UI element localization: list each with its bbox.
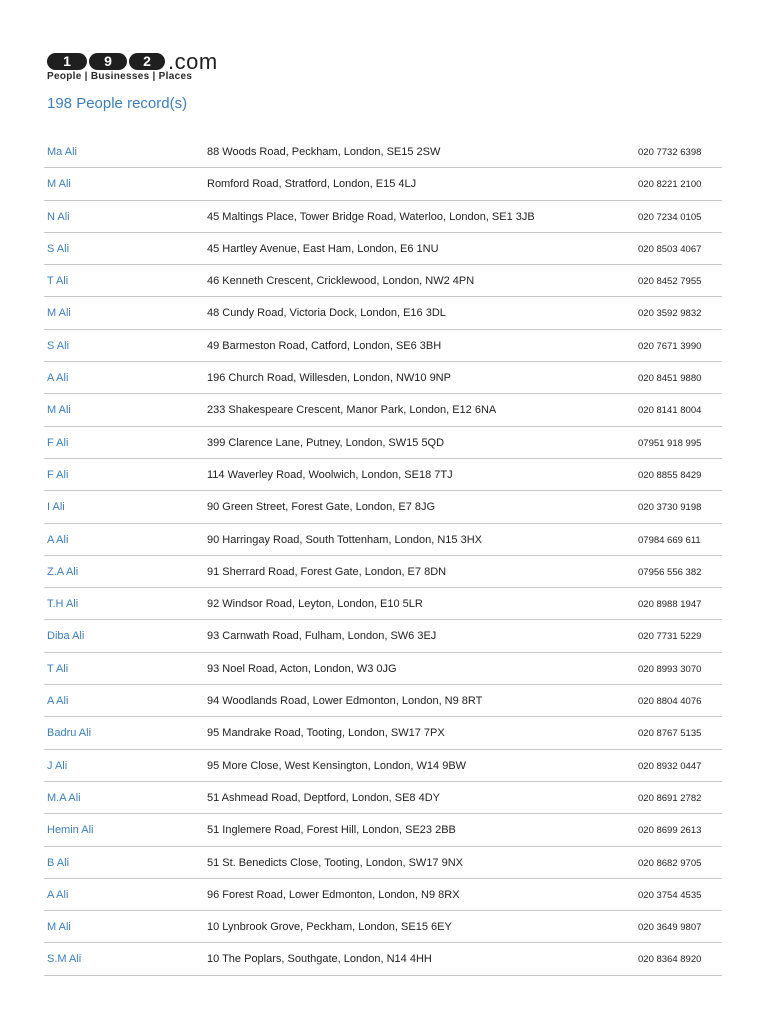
record-phone: 020 7234 0105 <box>638 211 702 223</box>
record-address: 10 The Poplars, Southgate, London, N14 4HH <box>207 953 432 966</box>
record-address: 51 Ashmead Road, Deptford, London, SE8 4DY <box>207 791 440 804</box>
record-address: 92 Windsor Road, Leyton, London, E10 5LR <box>207 598 423 611</box>
record-address: 49 Barmeston Road, Catford, London, SE6 3BH <box>207 339 442 352</box>
record-phone: 020 8452 7955 <box>638 276 702 288</box>
record-name-link[interactable]: A Ali <box>47 372 69 385</box>
record-name-link[interactable]: M Ali <box>47 921 71 934</box>
record-row <box>44 394 722 426</box>
record-row <box>44 653 722 685</box>
record-name-link[interactable]: M.A Ali <box>47 791 81 804</box>
record-address: 46 Kenneth Crescent, Cricklewood, London, NW2 4PN <box>207 275 475 288</box>
record-address: 114 Waverley Road, Woolwich, London, SE18 7TJ <box>207 468 453 481</box>
record-name-link[interactable]: N Ali <box>47 210 70 223</box>
record-row <box>44 168 722 200</box>
record-name-link[interactable]: J Ali <box>47 759 68 772</box>
record-row <box>44 201 722 233</box>
record-name-link[interactable]: A Ali <box>47 888 69 901</box>
record-phone: 020 8993 3070 <box>638 663 702 675</box>
results-heading: 198 People record(s) <box>47 95 188 112</box>
record-row <box>44 911 722 943</box>
record-address: 96 Forest Road, Lower Edmonton, London, N9 8RX <box>207 888 460 901</box>
logo-mark <box>47 49 247 74</box>
record-row <box>44 297 722 329</box>
record-phone: 020 8804 4076 <box>638 696 702 708</box>
record-phone: 020 3754 4535 <box>638 889 702 901</box>
record-row <box>44 750 722 782</box>
record-phone: 020 7731 5229 <box>638 631 702 643</box>
record-name-link[interactable]: Badru Ali <box>47 727 92 740</box>
record-phone: 020 8932 0447 <box>638 760 702 772</box>
record-address: Romford Road, Stratford, London, E15 4LJ <box>207 178 417 191</box>
record-name-link[interactable]: B Ali <box>47 856 70 869</box>
record-phone: 020 3649 9807 <box>638 922 702 934</box>
record-phone: 020 8682 9705 <box>638 857 702 869</box>
record-name-link[interactable]: A Ali <box>47 533 69 546</box>
record-name-link[interactable]: S Ali <box>47 339 70 352</box>
record-name-link[interactable]: M Ali <box>47 307 71 320</box>
record-address: 45 Hartley Avenue, East Ham, London, E6 1NU <box>207 242 439 255</box>
record-address: 90 Green Street, Forest Gate, London, E7 8JG <box>207 501 436 514</box>
record-name-link[interactable]: T Ali <box>47 662 69 675</box>
record-phone: 07956 556 382 <box>638 566 702 578</box>
record-address: 51 Inglemere Road, Forest Hill, London, SE23 2BB <box>207 824 456 837</box>
record-row <box>44 491 722 523</box>
record-name-link[interactable]: S Ali <box>47 242 70 255</box>
record-row <box>44 943 722 975</box>
record-name-link[interactable]: M Ali <box>47 178 71 191</box>
record-phone: 020 8855 8429 <box>638 469 702 481</box>
record-phone: 020 8767 5135 <box>638 728 702 740</box>
record-phone: 020 8221 2100 <box>638 179 702 191</box>
record-name-link[interactable]: F Ali <box>47 468 69 481</box>
site-logo[interactable] <box>47 49 247 86</box>
record-address: 93 Noel Road, Acton, London, W3 0JG <box>207 662 397 675</box>
record-row <box>44 459 722 491</box>
logo-digit: 1 <box>47 53 87 70</box>
record-phone: 020 3730 9198 <box>638 502 702 514</box>
record-phone: 020 8141 8004 <box>638 405 702 417</box>
record-name-link[interactable]: F Ali <box>47 436 69 449</box>
records-list <box>44 136 722 976</box>
record-row <box>44 556 722 588</box>
record-phone: 020 8364 8920 <box>638 954 702 966</box>
record-row <box>44 330 722 362</box>
record-address: 90 Harringay Road, South Tottenham, London, N15 3HX <box>207 533 482 546</box>
record-name-link[interactable]: A Ali <box>47 695 69 708</box>
record-name-link[interactable]: Z.A Ali <box>47 565 79 578</box>
record-address: 91 Sherrard Road, Forest Gate, London, E7 8DN <box>207 565 447 578</box>
record-address: 48 Cundy Road, Victoria Dock, London, E16 3DL <box>207 307 446 320</box>
record-row <box>44 847 722 879</box>
record-name-link[interactable]: M Ali <box>47 404 71 417</box>
record-row <box>44 717 722 749</box>
logo-tagline: People | Businesses | Places <box>47 71 193 82</box>
record-name-link[interactable]: Diba Ali <box>47 630 85 643</box>
record-address: 45 Maltings Place, Tower Bridge Road, Waterloo, London, SE1 3JB <box>207 210 535 223</box>
logo-digit: 2 <box>129 53 165 70</box>
record-address: 95 Mandrake Road, Tooting, London, SW17 7PX <box>207 727 445 740</box>
record-row <box>44 427 722 459</box>
record-row <box>44 136 722 168</box>
record-name-link[interactable]: S.M Ali <box>47 953 82 966</box>
record-row <box>44 524 722 556</box>
record-name-link[interactable]: T.H Ali <box>47 598 79 611</box>
record-name-link[interactable]: I Ali <box>47 501 65 514</box>
record-row <box>44 782 722 814</box>
record-row <box>44 814 722 846</box>
record-row <box>44 265 722 297</box>
record-address: 233 Shakespeare Crescent, Manor Park, London, E12 6NA <box>207 404 497 417</box>
record-address: 88 Woods Road, Peckham, London, SE15 2SW <box>207 146 441 158</box>
logo-digit: 9 <box>89 53 127 70</box>
record-name-link[interactable]: Hemin Ali <box>47 824 94 837</box>
record-row <box>44 588 722 620</box>
record-row <box>44 685 722 717</box>
record-phone: 020 8988 1947 <box>638 599 702 611</box>
record-phone: 020 3592 9832 <box>638 308 702 320</box>
record-phone: 07951 918 995 <box>638 437 702 449</box>
logo-suffix: .com <box>168 49 218 74</box>
record-address: 196 Church Road, Willesden, London, NW10 9NP <box>207 372 451 385</box>
record-name-link[interactable]: Ma Ali <box>47 146 77 158</box>
record-address: 399 Clarence Lane, Putney, London, SW15 5QD <box>207 436 445 449</box>
record-address: 93 Carnwath Road, Fulham, London, SW6 3EJ <box>207 630 437 643</box>
record-phone: 020 8691 2782 <box>638 792 702 804</box>
record-row <box>44 620 722 652</box>
record-phone: 020 7732 6398 <box>638 147 702 158</box>
record-row <box>44 879 722 911</box>
record-row <box>44 233 722 265</box>
record-address: 51 St. Benedicts Close, Tooting, London, SW17 9NX <box>207 856 464 869</box>
record-name-link[interactable]: T Ali <box>47 275 69 288</box>
record-address: 10 Lynbrook Grove, Peckham, London, SE15 6EY <box>207 921 452 934</box>
record-phone: 020 8503 4067 <box>638 243 702 255</box>
record-phone: 020 7671 3990 <box>638 340 702 352</box>
record-row <box>44 362 722 394</box>
record-address: 94 Woodlands Road, Lower Edmonton, London, N9 8RT <box>207 695 483 708</box>
record-phone: 020 8699 2613 <box>638 825 702 837</box>
record-phone: 07984 669 611 <box>638 534 701 546</box>
record-address: 95 More Close, West Kensington, London, W14 9BW <box>207 759 467 772</box>
record-phone: 020 8451 9880 <box>638 373 702 385</box>
